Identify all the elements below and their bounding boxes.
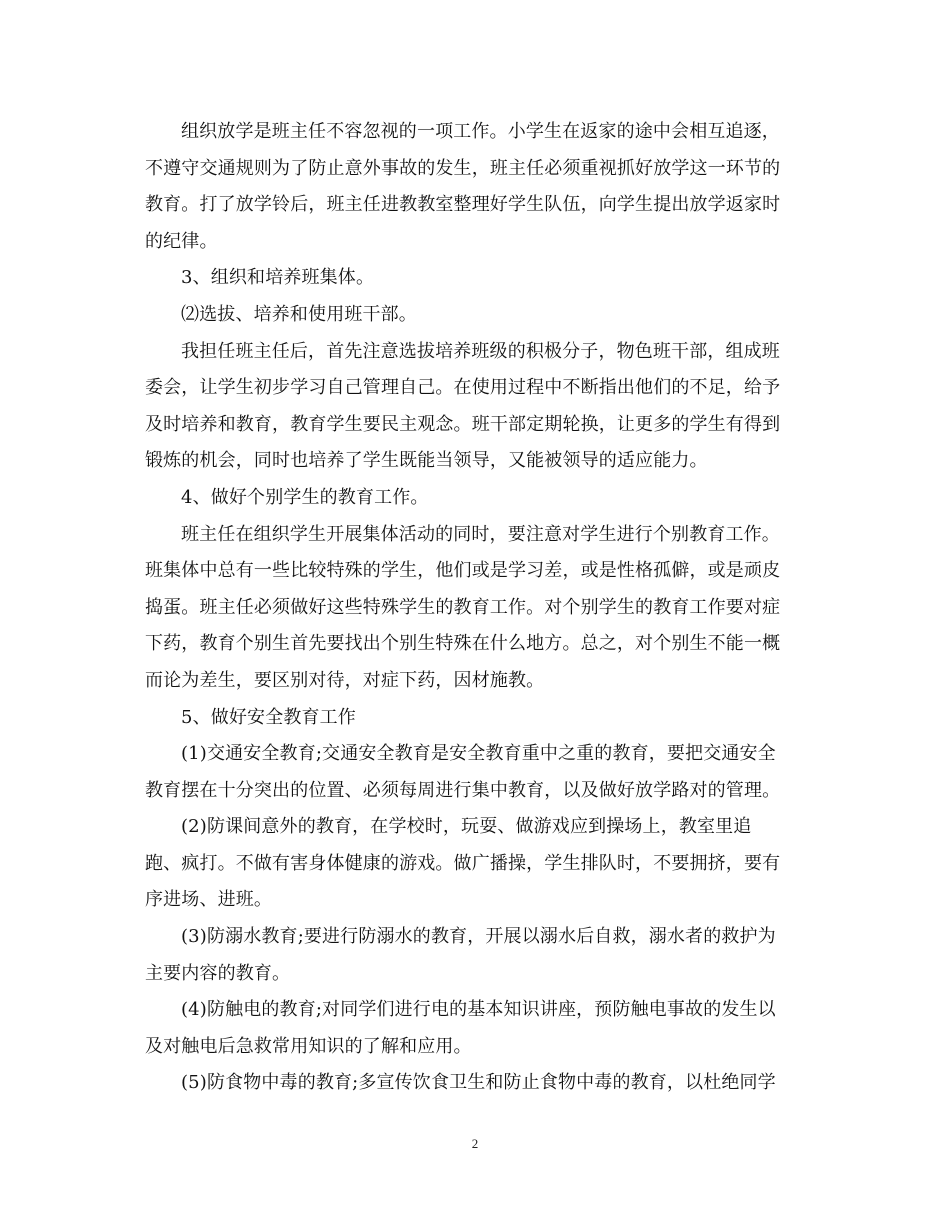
paragraph-line: 班主任在组织学生开展集体活动的同时，要注意对学生进行个别教育工作。 <box>181 523 780 545</box>
list-item-line: (2)防课间意外的教育，在学校时，玩耍、做游戏应到操场上，教室里追 <box>181 816 752 838</box>
paragraph-line: 组织放学是班主任不容忽视的一项工作。小学生在返家的途中会相互追逐， <box>181 121 780 142</box>
section-heading: 4、做好个别学生的教育工作。 <box>181 486 429 508</box>
list-item-line: (3)防溺水教育;要进行防溺水的教育，开展以溺水后自救，溺水者的救护为 <box>181 926 776 948</box>
section-heading: 3、组织和培养班集体。 <box>181 267 375 289</box>
paragraph-line: 的纪律。 <box>145 230 218 252</box>
list-item-line: (4)防触电的教育;对同学们进行电的基本知识讲座，预防触电事故的发生以 <box>181 999 776 1021</box>
paragraph-line: 而论为差生，要区别对待，对症下药，因材施教。 <box>145 669 545 691</box>
paragraph-line: 捣蛋。班主任必须做好这些特殊学生的教育工作。对个别学生的教育工作要对症 <box>145 596 781 618</box>
paragraph-line: 教育。打了放学铃后，班主任进教教室整理好学生队伍，向学生提出放学返家时 <box>145 194 781 216</box>
paragraph-line: 我担任班主任后，首先注意选拔培养班级的积极分子，物色班干部，组成班 <box>181 340 780 362</box>
paragraph-line: 委会，让学生初步学习自己管理自己。在使用过程中不断指出他们的不足，给予 <box>145 377 781 399</box>
paragraph-line: 下药，教育个别生首先要找出个别生特殊在什么地方。总之，对个别生不能一概 <box>145 633 781 655</box>
page-number: 2 <box>471 1136 479 1151</box>
list-item-line: 及对触电后急救常用知识的了解和应用。 <box>145 1035 472 1057</box>
list-item-line: 跑、疯打。不做有害身体健康的游戏。做广播操，学生排队时，不要拥挤，要有 <box>145 852 781 874</box>
paragraph-line: 及时培养和教育，教育学生要民主观念。班干部定期轮换，让更多的学生有得到 <box>145 413 781 435</box>
document-body <box>145 114 805 1102</box>
paragraph-line: 班集体中总有一些比较特殊的学生，他们或是学习差，或是性格孤僻，或是顽皮 <box>145 560 781 582</box>
list-item-line: 主要内容的教育。 <box>145 962 291 984</box>
list-item-line: 序进场、进班。 <box>145 889 273 911</box>
subsection-heading: ⑵选拔、培养和使用班干部。 <box>181 303 417 325</box>
paragraph-line: 不遵守交通规则为了防止意外事故的发生，班主任必须重视抓好放学这一环节的 <box>145 157 781 179</box>
list-item-line: (5)防食物中毒的教育;多宣传饮食卫生和防止食物中毒的教育，以杜绝同学 <box>181 1072 776 1094</box>
list-item-line: (1)交通安全教育;交通安全教育是安全教育重中之重的教育，要把交通安全 <box>181 743 776 765</box>
list-item-line: 教育摆在十分突出的位置、必须每周进行集中教育，以及做好放学路对的管理。 <box>145 779 781 801</box>
section-heading: 5、做好安全教育工作 <box>181 706 356 728</box>
paragraph-line: 锻炼的机会，同时也培养了学生既能当领导，又能被领导的适应能力。 <box>145 450 708 472</box>
